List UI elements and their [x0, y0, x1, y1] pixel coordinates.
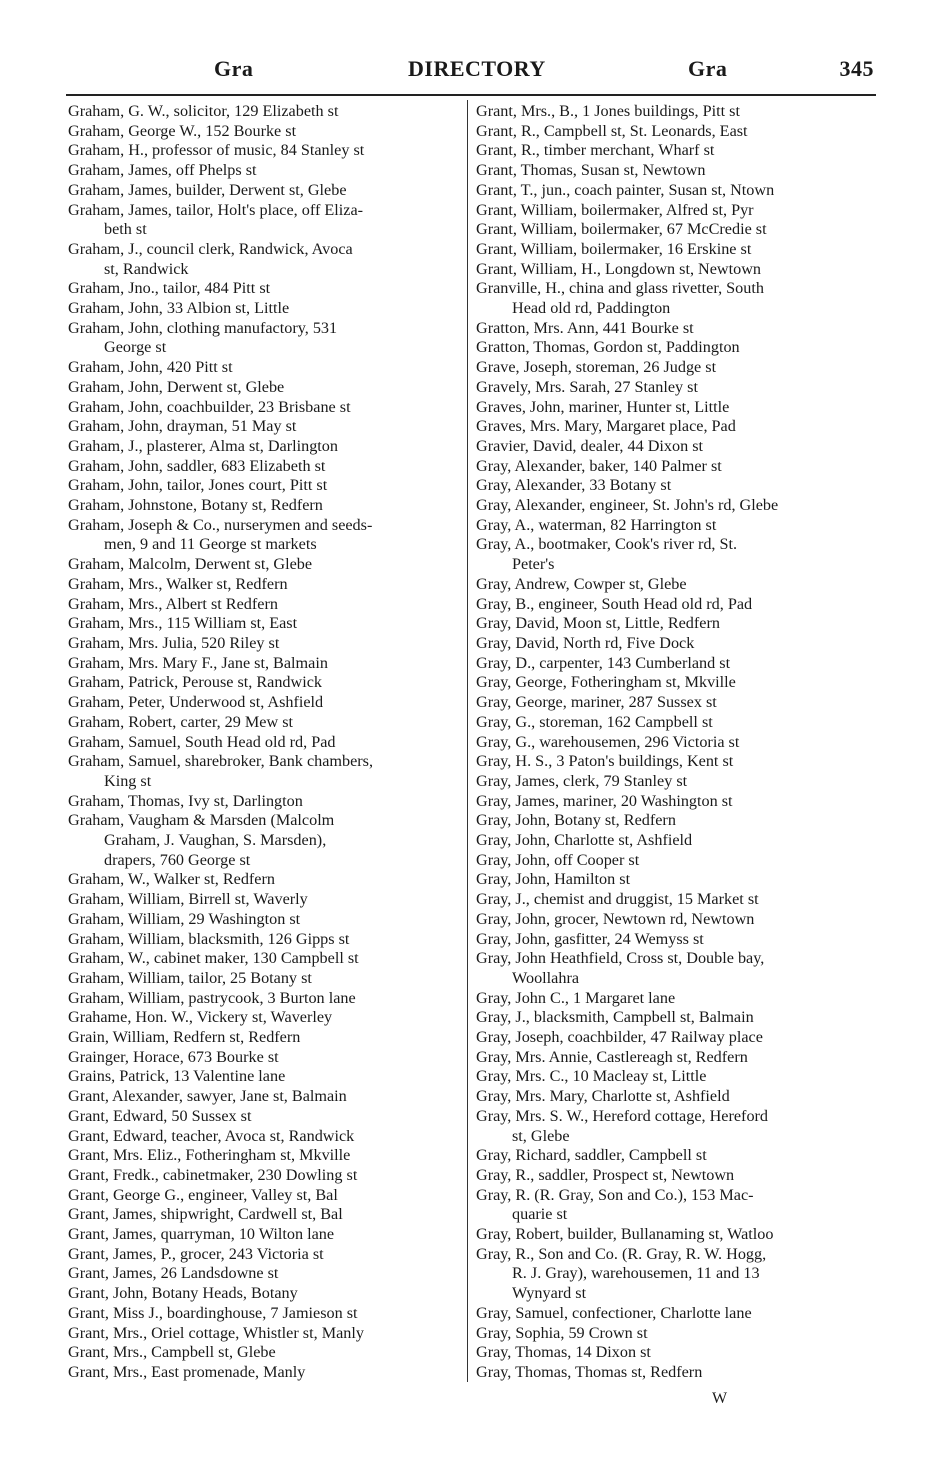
directory-entry: Graham, John, coachbuilder, 23 Brisbane st: [68, 397, 351, 416]
directory-entry: Grant, Fredk., cabinetmaker, 230 Dowling st: [68, 1165, 358, 1184]
directory-entry: Gray, Joseph, coachbilder, 47 Railway place: [476, 1028, 763, 1047]
directory-entry: Gray, James, clerk, 79 Stanley st: [476, 771, 688, 790]
directory-entry: Gray, Sophia, 59 Crown st: [476, 1323, 648, 1342]
directory-entry: Grant, William, boilermaker, 67 McCredie st: [476, 220, 767, 239]
directory-entry: Gray, John, Charlotte st, Ashfield: [476, 831, 693, 850]
entry-continuation: R. J. Gray), warehousemen, 11 and 13: [512, 1264, 760, 1283]
entry-continuation: st, Glebe: [512, 1126, 570, 1145]
directory-entry: Graham, Jno., tailor, 484 Pitt st: [68, 279, 271, 298]
entry-continuation: George st: [104, 338, 167, 357]
directory-entry: Grant, Mrs. Eliz., Fotheringham st, Mkville: [68, 1146, 351, 1165]
directory-entry: Graham, Malcolm, Derwent st, Glebe: [68, 555, 313, 574]
directory-entry: Graham, John, Derwent st, Glebe: [68, 377, 285, 396]
directory-entry: Graham, George W., 152 Bourke st: [68, 121, 297, 140]
directory-entry: Gray, H. S., 3 Paton's buildings, Kent st: [476, 752, 734, 771]
directory-entry: Grant, William, H., Longdown st, Newtown: [476, 259, 761, 278]
entry-continuation: st, Randwick: [104, 259, 189, 278]
entry-continuation: beth st: [104, 220, 147, 239]
directory-entry: Graham, Vaugham & Marsden (Malcolm: [68, 811, 335, 830]
directory-entry: Graham, James, builder, Derwent st, Glebe: [68, 180, 347, 199]
entry-continuation: Woollahra: [512, 968, 580, 987]
entry-continuation: King st: [104, 771, 152, 790]
directory-entry: Grant, Mrs., Oriel cottage, Whistler st, Manly: [68, 1323, 364, 1342]
directory-entry: Grain, William, Redfern st, Redfern: [68, 1028, 301, 1047]
directory-entry: Grant, R., Campbell st, St. Leonards, East: [476, 121, 748, 140]
directory-entry: Graham, John, 33 Albion st, Little: [68, 299, 290, 318]
directory-entry: Graham, William, tailor, 25 Botany st: [68, 968, 312, 987]
entry-continuation: drapers, 760 George st: [104, 850, 251, 869]
directory-entry: Grant, Edward, teacher, Avoca st, Randwick: [68, 1126, 355, 1145]
directory-entry: Graham, Joseph & Co., nurserymen and seeds-: [68, 515, 373, 534]
directory-entry: Graham, Mrs., 115 William st, East: [68, 614, 298, 633]
directory-entry: Gray, Richard, saddler, Campbell st: [476, 1146, 707, 1165]
column-divider: [467, 100, 468, 1382]
directory-entry: Gray, David, North rd, Five Dock: [476, 633, 695, 652]
directory-entry: Grant, T., jun., coach painter, Susan st, Ntown: [476, 180, 775, 199]
directory-entry: Gray, Mrs. S. W., Hereford cottage, Hereford: [476, 1106, 769, 1125]
directory-entry: Graham, W., Walker st, Redfern: [68, 870, 275, 889]
directory-entry: Gray, Alexander, baker, 140 Palmer st: [476, 456, 722, 475]
directory-entry: Graham, Mrs., Albert st Redfern: [68, 594, 278, 613]
directory-entry: Graham, Peter, Underwood st, Ashfield: [68, 693, 324, 712]
directory-entry: Grant, James, P., grocer, 243 Victoria st: [68, 1244, 324, 1263]
directory-entry: Grainger, Horace, 673 Bourke st: [68, 1047, 279, 1066]
directory-entry: Gray, Thomas, Thomas st, Redfern: [476, 1363, 703, 1381]
directory-entry: Gray, Mrs. C., 10 Macleay st, Little: [476, 1067, 707, 1086]
directory-entry: Grant, Mrs., B., 1 Jones buildings, Pitt st: [476, 102, 740, 120]
directory-entry: Graham, John, 420 Pitt st: [68, 358, 233, 377]
entry-continuation: Wynyard st: [512, 1284, 587, 1303]
directory-entry: Gray, J., blacksmith, Campbell st, Balmain: [476, 1008, 754, 1027]
directory-entry: Gray, John Heathfield, Cross st, Double bay,: [476, 949, 765, 968]
directory-entry: Grant, Mrs., East promenade, Manly: [68, 1363, 306, 1381]
directory-entry: Graves, John, mariner, Hunter st, Little: [476, 397, 730, 416]
directory-entry: Gray, D., carpenter, 143 Cumberland st: [476, 653, 731, 672]
left-guide-word: Gra: [214, 56, 254, 81]
directory-entry: Graham, Samuel, sharebroker, Bank chambers,: [68, 752, 374, 771]
directory-entry: Grant, James, 26 Landsdowne st: [68, 1264, 279, 1283]
directory-entry: Granville, H., china and glass rivetter, South: [476, 279, 764, 298]
directory-entry: Grant, William, boilermaker, Alfred st, Pyr: [476, 200, 754, 219]
directory-entry: Graham, John, saddler, 683 Elizabeth st: [68, 456, 326, 475]
directory-entry: Gray, John, gasfitter, 24 Wemyss st: [476, 929, 704, 948]
directory-entry: Gray, Samuel, confectioner, Charlotte lane: [476, 1303, 752, 1322]
page-title: DIRECTORY: [408, 56, 546, 81]
directory-entry: Graves, Mrs. Mary, Margaret place, Pad: [476, 417, 736, 436]
directory-entry: Grave, Joseph, storeman, 26 Judge st: [476, 358, 717, 377]
directory-entry: Gray, John, off Cooper st: [476, 850, 640, 869]
directory-entry: Gray, John, Botany st, Redfern: [476, 811, 676, 830]
directory-entry: Grant, Mrs., Campbell st, Glebe: [68, 1343, 276, 1362]
directory-entry: Graham, Johnstone, Botany st, Redfern: [68, 496, 323, 515]
directory-entry: Gray, G., warehousemen, 296 Victoria st: [476, 732, 740, 751]
directory-entry: Graham, William, Birrell st, Waverly: [68, 890, 308, 909]
directory-entry: Graham, Mrs. Mary F., Jane st, Balmain: [68, 653, 328, 672]
directory-entry: Grant, Alexander, sawyer, Jane st, Balmain: [68, 1087, 347, 1106]
directory-entry: Gray, Mrs. Mary, Charlotte st, Ashfield: [476, 1087, 730, 1106]
directory-entry: Gray, R. (R. Gray, Son and Co.), 153 Mac-: [476, 1185, 754, 1204]
directory-entry: Graham, James, tailor, Holt's place, off Eliza-: [68, 200, 364, 219]
directory-entry: Graham, Robert, carter, 29 Mew st: [68, 712, 294, 731]
running-header: [66, 56, 874, 90]
directory-entry: Graham, William, blacksmith, 126 Gipps st: [68, 929, 350, 948]
entry-continuation: Head old rd, Paddington: [512, 299, 671, 318]
header-rule: [66, 94, 876, 96]
directory-entry: Graham, John, clothing manufactory, 531: [68, 318, 338, 337]
directory-entry: Gray, R., saddler, Prospect st, Newtown: [476, 1165, 735, 1184]
directory-entry: Gravely, Mrs. Sarah, 27 Stanley st: [476, 377, 698, 396]
directory-entry: Grahame, Hon. W., Vickery st, Waverley: [68, 1008, 333, 1027]
directory-entry: Gray, Robert, builder, Bullanaming st, Watloo: [476, 1225, 774, 1244]
catchword: W: [712, 1390, 728, 1407]
directory-entry: Graham, J., council clerk, Randwick, Avoca: [68, 239, 353, 258]
directory-entry: Graham, W., cabinet maker, 130 Campbell st: [68, 949, 359, 968]
directory-entry: Graham, Patrick, Perouse st, Randwick: [68, 673, 322, 692]
directory-entry: Graham, John, tailor, Jones court, Pitt st: [68, 476, 328, 495]
directory-entry: Graham, James, off Phelps st: [68, 161, 257, 180]
directory-entry: Gray, George, mariner, 287 Sussex st: [476, 693, 717, 712]
directory-entry: Grant, Thomas, Susan st, Newtown: [476, 161, 706, 180]
left-column: [68, 102, 460, 1383]
directory-entry: Gray, Alexander, engineer, St. John's rd, Glebe: [476, 496, 779, 515]
page-number: 345: [839, 56, 874, 81]
directory-entry: Graham, Thomas, Ivy st, Darlington: [68, 791, 303, 810]
directory-entry: Graham, John, drayman, 51 May st: [68, 417, 297, 436]
directory-entry: Gray, A., waterman, 82 Harrington st: [476, 515, 717, 534]
directory-entry: Graham, William, 29 Washington st: [68, 909, 301, 928]
directory-entry: Grant, James, shipwright, Cardwell st, Bal: [68, 1205, 343, 1224]
directory-entry: Graham, J., plasterer, Alma st, Darlington: [68, 436, 338, 455]
directory-entry: Gray, David, Moon st, Little, Redfern: [476, 614, 720, 633]
directory-entry: Gray, J., chemist and druggist, 15 Market st: [476, 890, 759, 909]
directory-entry: Graham, Samuel, South Head old rd, Pad: [68, 732, 336, 751]
directory-entry: Gray, John C., 1 Margaret lane: [476, 988, 676, 1007]
directory-entry: Grant, James, quarryman, 10 Wilton lane: [68, 1225, 335, 1244]
directory-entry: Gray, Mrs. Annie, Castlereagh st, Redfern: [476, 1047, 748, 1066]
directory-entry: Gray, George, Fotheringham st, Mkville: [476, 673, 736, 692]
directory-entry: Grant, George G., engineer, Valley st, Bal: [68, 1185, 338, 1204]
directory-entry: Gray, James, mariner, 20 Washington st: [476, 791, 733, 810]
directory-entry: Grant, John, Botany Heads, Botany: [68, 1284, 298, 1303]
directory-entry: Grant, R., timber merchant, Wharf st: [476, 141, 715, 160]
entry-continuation: men, 9 and 11 George st markets: [104, 535, 317, 554]
directory-entry: Gratton, Thomas, Gordon st, Paddington: [476, 338, 740, 357]
directory-entry: Gray, Thomas, 14 Dixon st: [476, 1343, 651, 1362]
directory-entry: Graham, Mrs., Walker st, Redfern: [68, 574, 288, 593]
directory-entry: Grains, Patrick, 13 Valentine lane: [68, 1067, 286, 1086]
directory-entry: Grant, Miss J., boardinghouse, 7 Jamieson st: [68, 1303, 358, 1322]
entry-continuation: quarie st: [512, 1205, 568, 1224]
directory-entry: Gray, A., bootmaker, Cook's river rd, St.: [476, 535, 738, 554]
right-guide-word: Gra: [688, 56, 728, 81]
directory-entry: Grant, Edward, 50 Sussex st: [68, 1106, 252, 1125]
directory-entry: Graham, William, pastrycook, 3 Burton lane: [68, 988, 356, 1007]
directory-entry: Gray, Alexander, 33 Botany st: [476, 476, 672, 495]
directory-entry: Gravier, David, dealer, 44 Dixon st: [476, 436, 704, 455]
directory-entry: Graham, Mrs. Julia, 520 Riley st: [68, 633, 280, 652]
directory-entry: Graham, H., professor of music, 84 Stanley st: [68, 141, 365, 160]
directory-entry: Gray, John, grocer, Newtown rd, Newtown: [476, 909, 755, 928]
directory-entry: Gray, Andrew, Cowper st, Glebe: [476, 574, 687, 593]
directory-entry: Gratton, Mrs. Ann, 441 Bourke st: [476, 318, 694, 337]
entry-continuation: Graham, J. Vaughan, S. Marsden),: [104, 831, 327, 850]
directory-entry: Grant, William, boilermaker, 16 Erskine st: [476, 239, 752, 258]
directory-entry: Gray, G., storeman, 162 Campbell st: [476, 712, 713, 731]
directory-entry: Graham, G. W., solicitor, 129 Elizabeth st: [68, 102, 339, 120]
right-column: [476, 102, 874, 1383]
directory-entry: Gray, R., Son and Co. (R. Gray, R. W. Hogg,: [476, 1244, 767, 1263]
directory-entry: Gray, John, Hamilton st: [476, 870, 631, 889]
directory-entry: Gray, B., engineer, South Head old rd, Pad: [476, 594, 753, 613]
entry-continuation: Peter's: [512, 555, 555, 574]
